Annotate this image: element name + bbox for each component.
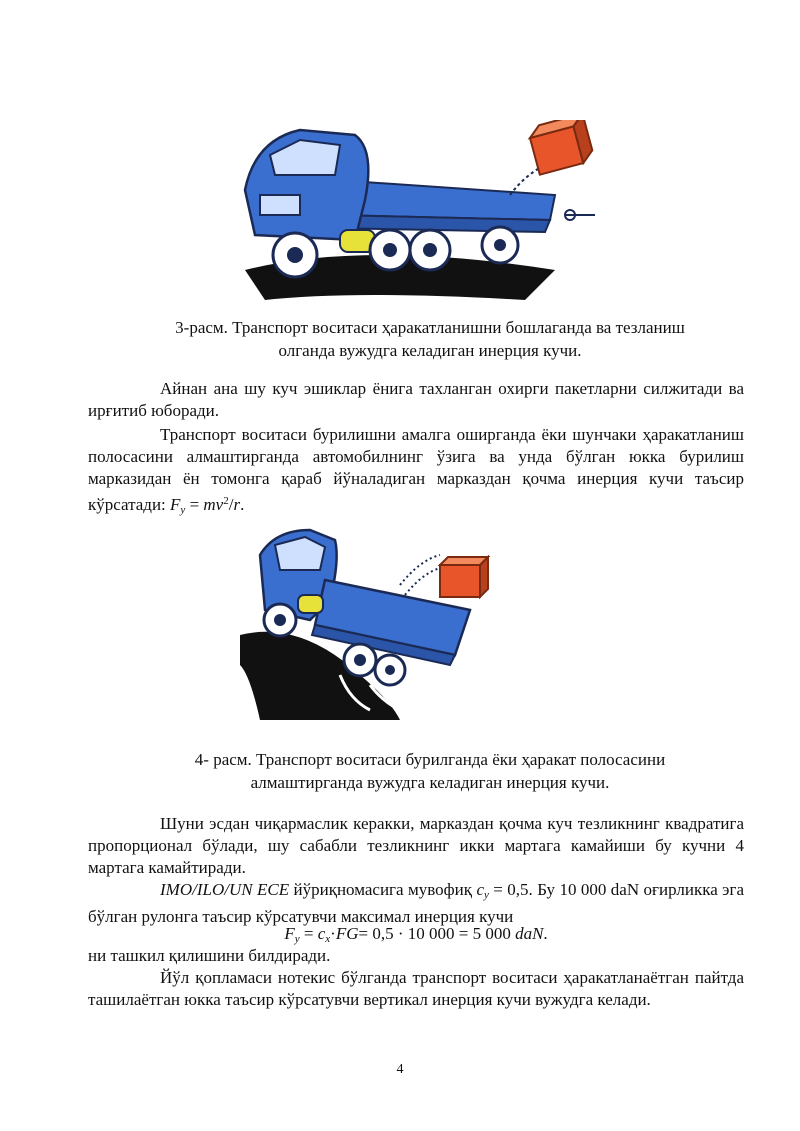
- paragraph-4-text-a: йўриқномасига мувофиқ: [289, 880, 477, 899]
- paragraph-2: [88, 424, 744, 521]
- formula-line-F: F: [284, 924, 295, 943]
- formula-line-rest: = 0,5 · 10 000 = 5 000: [358, 924, 516, 943]
- figure-3-caption-line1: 3-расм. Транспорт воситаси ҳаракатланишни бошлаганда ва тезланиш: [175, 318, 685, 337]
- paragraph-2-text: Транспорт воситаси бурилишни амалга оширганда ёки шунчаки ҳаракатланиш полосасини алмаштирганда автомобилнинг ўзига ва унда бўлган юкка бурилиш марказидан ён томонга қараб йўналадиган марказдан қочма инерция кучи таъсир кўрсатади:: [88, 425, 744, 514]
- coef-c: c: [476, 880, 484, 899]
- formula-r: r: [233, 495, 241, 514]
- figure-3-caption: [100, 316, 760, 362]
- figure-4-caption: [100, 748, 760, 794]
- figure-4-caption-line1: 4- расм. Транспорт воситаси бурилганда ёки ҳаракат полосасини: [194, 750, 666, 769]
- paragraph-3: Шуни эсдан чиқармаслик керакки, марказдан қочма куч тезликнинг квадратига пропорционал бўлади, шу сабабли тезликнинг икки мартага камайиши бу кучни 4 мартага камайтиради.: [88, 814, 744, 877]
- formula-line-c-sub: x: [325, 933, 331, 945]
- formula-mv: mv: [203, 495, 224, 514]
- formula-line-eq: =: [299, 924, 318, 943]
- figure-4-caption-line2: алмаштирганда вужудга келадиган инерция кучи.: [250, 773, 610, 792]
- paragraph-5: ни ташкил қилишини билдиради.: [88, 946, 331, 965]
- formula-line-dot: ·: [330, 924, 336, 943]
- formula-end: .: [240, 495, 245, 514]
- paragraph-1: Айнан ана шу куч эшиклар ёнига тахланган охирги пакетларни силжитади ва ирғитиб юборади.: [88, 379, 744, 420]
- figure-3-caption-line2: олганда вужудга келадиган инерция кучи.: [278, 341, 582, 360]
- figure-4-truck-turning: [240, 525, 500, 720]
- formula-slash: /: [228, 495, 234, 514]
- formula-line-end: .: [543, 924, 548, 943]
- paragraph-6: Йўл қопламаси нотекис бўлганда транспорт воситаси ҳаракатланаётган пайтда ташилаётган юкка таъсир кўрсатувчи вертикал инерция кучи вужудга келади.: [88, 968, 744, 1009]
- formula-sup: 2: [223, 495, 229, 507]
- formula-F-sub: y: [180, 504, 186, 516]
- formula-F: F: [170, 495, 181, 514]
- formula-line-FG: FG: [335, 924, 359, 943]
- formula-line-c: c: [317, 924, 326, 943]
- figure-3-truck-accelerating: [225, 120, 615, 305]
- paragraph-4-text-b: = 0,5. Бу 10 000 daN оғирликка эга бўлган рулонга таъсир кўрсатувчи максимал инерция кучи: [88, 880, 744, 926]
- paragraph-4: [88, 879, 744, 928]
- formula-line-F-sub: y: [294, 933, 300, 945]
- coef-c-sub: y: [483, 889, 489, 901]
- formula-line-unit: daN: [515, 924, 544, 943]
- formula-eq: =: [185, 495, 204, 514]
- standard-reference: IMO/ILO/UN ECE: [160, 880, 290, 899]
- page-number: 4: [396, 1062, 404, 1077]
